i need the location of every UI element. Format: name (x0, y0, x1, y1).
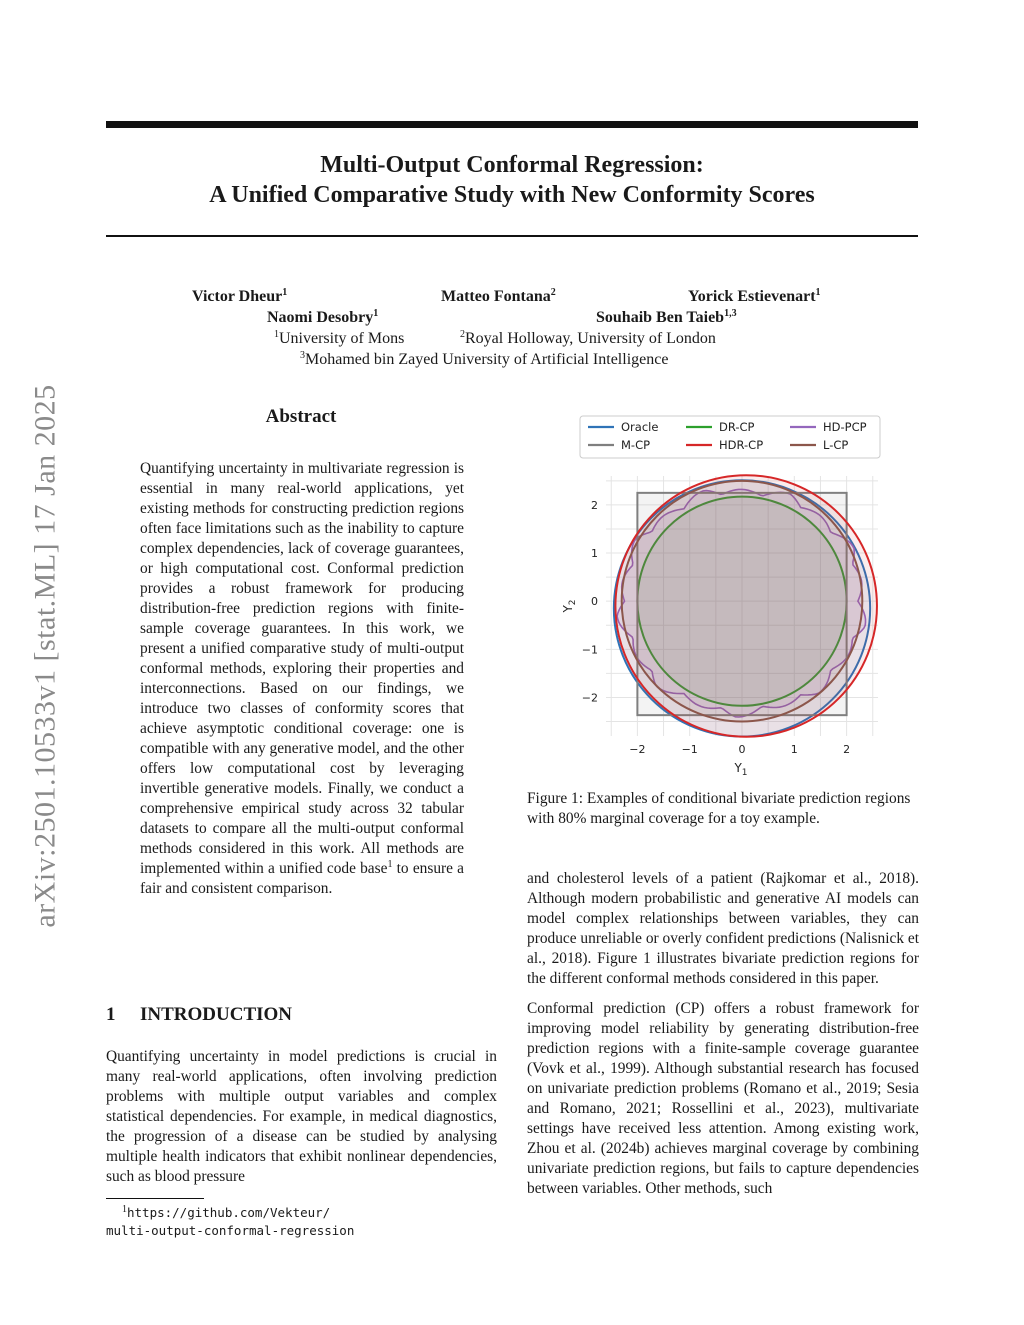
author: Naomi Desobry$^1$ (267, 308, 379, 326)
paragraph: and cholesterol levels of a patient (Rajkomar et al., 2018). Although modern probabilistic and generative AI models can model complex relationships between variables, they can produce unreliable or overly confident predictions (Nalisnick et al., 2018). Figure 1 illustrates bivariate prediction regions for the different conformal methods considered in this paper. (527, 870, 919, 987)
intro-paragraph: Quantifying uncertainty in model predictions is crucial in many real-world applications, often involving prediction problems with multiple output variables and complex statistical dependencies. For example, in medical diagnostics, the progression of a disease can be studied by analysing multiple health indicators that exhibit nonlinear dependencies, such as blood pressure (106, 1048, 497, 1185)
region-series (614, 475, 877, 737)
footnote-rule (106, 1198, 204, 1199)
affiliation: $^2$Royal Holloway, University of London (460, 329, 716, 347)
abstract-body: Quantifying uncertainty in multivariate regression is essential in many real-world applications, yet existing methods for constructing prediction regions often face limitations such as the inability to capture complex dependencies, lack of coverage guarantees, or high computational cost. Conformal prediction provides a robust framework for producing distribution-free prediction regions with finite-sample coverage guarantees. In this work, we present a unified comparative study of multi-output conformal methods, exploring their properties and interconnections. Based on our findings, we introduce two classes of conformity scores that achieve asymptotic conditional coverage: one is compatible with any generative model, and the other offers low computational cost by leveraging invertible generative models. Finally, we conduct a comprehensive empirical study across 32 tabular datasets to compare all the multi-output conformal methods considered in this work. All methods are implemented within a unified code base$^1$ to ensure a fair and consistent comparison. (140, 460, 465, 897)
arxiv-id-text: arXiv:2501.10533v1 [stat.ML] 17 Jan 2025 (29, 384, 62, 928)
x-tick-label: −1 (681, 743, 698, 756)
y-axis-label-sub: 2 (568, 599, 578, 606)
x-axis-label-sub: 1 (741, 768, 748, 778)
y-tick-label: 1 (591, 547, 598, 561)
x-axis-label-text: Y (734, 761, 742, 775)
y-axis-label-text: Y (561, 605, 575, 613)
abstract-heading: Abstract (265, 406, 337, 427)
figure-caption: Figure 1: Examples of conditional bivariate prediction regions with 80% marginal coverage for a toy example. (527, 790, 911, 827)
y-tick-label: 2 (591, 498, 598, 512)
x-axis-label (733, 761, 747, 778)
author: Souhaib Ben Taieb$^{1,3}$ (596, 308, 737, 326)
legend-label-hdr-cp: HDR-CP (719, 438, 764, 452)
author: Victor Dheur$^1$ (192, 287, 288, 305)
affiliation: $^3$Mohamed bin Zayed University of Artificial Intelligence (300, 350, 669, 368)
author-block (106, 288, 918, 372)
title-top-rule (106, 121, 918, 128)
footnote: $^1$https://github.com/Vekteur/ multi-output-conformal-regression (106, 1204, 355, 1238)
legend-label-l-cp: L-CP (823, 438, 849, 452)
section-heading: 1 INTRODUCTION (106, 1004, 293, 1025)
x-tick-label: 0 (738, 743, 746, 756)
title-line-2: A Unified Comparative Study with New Conformity Scores (209, 182, 815, 208)
affiliation: $^1$University of Mons (274, 329, 405, 347)
footnote-link[interactable]: https://github.com/Vekteur/ (127, 1205, 331, 1220)
footnote-mark[interactable]: 1 (387, 859, 393, 870)
y-tick-label: 0 (591, 595, 598, 609)
title-line-1: Multi-Output Conformal Regression: (320, 152, 704, 178)
y-tick-label: −2 (581, 691, 598, 705)
author: Yorick Estievenart$^1$ (688, 287, 821, 305)
y-tick-label: −1 (581, 643, 598, 657)
x-tick-label: 2 (843, 743, 851, 756)
x-tick-label: 1 (790, 743, 798, 756)
region-l-cp (622, 481, 863, 722)
legend-label-oracle: Oracle (621, 420, 659, 434)
paper-title (106, 150, 918, 210)
legend-label-dr-cp: DR-CP (719, 420, 755, 434)
title-bottom-rule (106, 235, 918, 237)
x-tick-label: −2 (629, 743, 646, 756)
paragraph: Conformal prediction (CP) offers a robust framework for improving model reliability by generating distribution-free prediction regions with a finite-sample coverage guarantee (Vovk et al., 1999). Although substantial research has focused on univariate prediction problems (Romano et al., 2019; Sesia and Romano, 2021; Rossellini et al., 2023), multivariate settings have received less attention. Among existing work, Zhou et al. (2024b) achieves marginal coverage by combining univariate prediction regions, but fails to capture dependencies between variables. Other methods, such (527, 1000, 919, 1197)
legend-label-m-cp: M-CP (621, 438, 651, 452)
legend-label-hd-pcp: HD-PCP (823, 420, 867, 434)
figure-1 (528, 410, 920, 786)
y-axis-label (561, 599, 578, 613)
footnote-link-cont[interactable]: multi-output-conformal-regression (106, 1223, 355, 1238)
right-column-text (527, 869, 919, 1209)
author: Matteo Fontana$^2$ (441, 287, 556, 305)
prediction-region-chart (528, 410, 920, 786)
arxiv-watermark (8, 356, 84, 956)
